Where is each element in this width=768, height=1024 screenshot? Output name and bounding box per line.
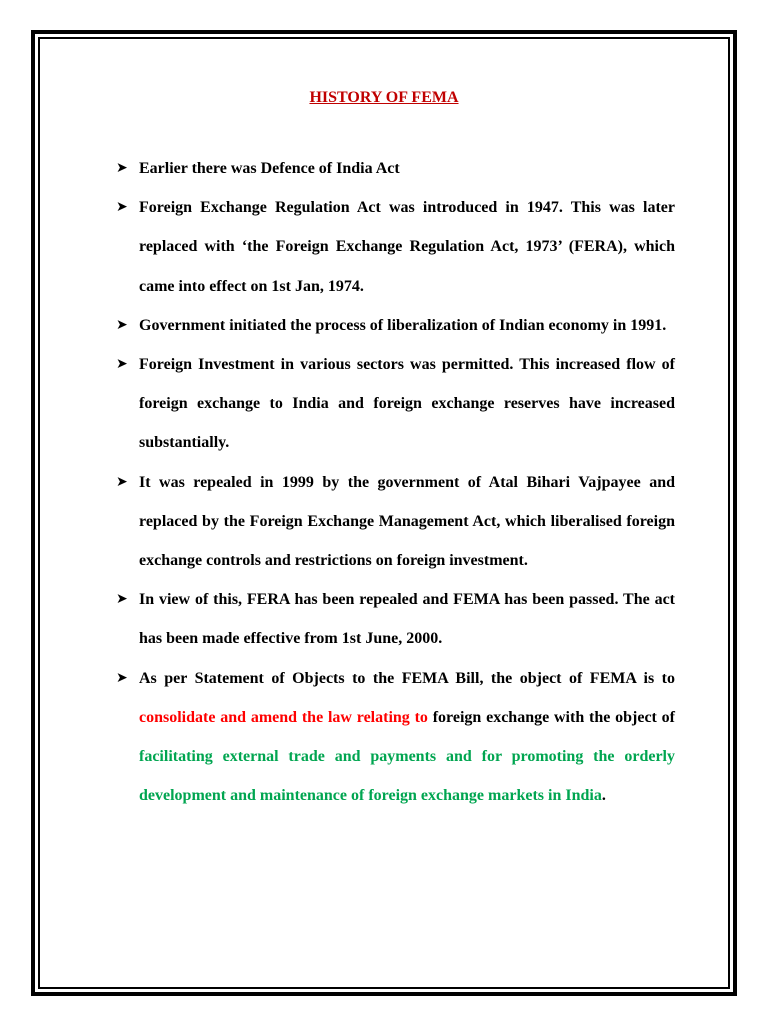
arrowhead-bullet-icon: ➤ [116, 356, 128, 373]
item-text-part1: As per Statement of Objects to the FEMA Bill, the object of FEMA is to [139, 669, 675, 687]
list-item [116, 306, 675, 345]
arrowhead-bullet-icon: ➤ [116, 591, 128, 608]
list-item [116, 188, 675, 306]
item-text: Earlier there was Defence of India Act [139, 160, 400, 177]
item-text: It was repealed in 1999 by the government of Atal Bihari Vajpayee and replaced by the Foreign Exchange Management Act, which liberalised foreign exchange controls and restrictions on foreign investment. [139, 473, 675, 570]
highlight-green-text: facilitating external trade and payments and for promoting the orderly development and maintenance of foreign exchange markets in India [139, 748, 675, 805]
arrowhead-bullet-icon: ➤ [116, 669, 128, 686]
list-item [116, 580, 675, 658]
arrowhead-bullet-icon: ➤ [116, 473, 128, 490]
arrowhead-bullet-icon: ➤ [116, 316, 128, 333]
item-text-part3: . [601, 787, 606, 805]
item-text: In view of this, FERA has been repealed and FEMA has been passed. The act has been made effective from 1st June, 2000. [139, 591, 675, 648]
highlight-red-text: consolidate and amend the law relating to [139, 708, 428, 726]
item-text: Foreign Exchange Regulation Act was introduced in 1947. This was later replaced with ‘the Foreign Exchange Regulation Act, 1973’ (FERA), which came into effect on 1st Jan, 1974. [139, 199, 675, 295]
arrowhead-bullet-icon: ➤ [116, 199, 128, 216]
list-item [116, 345, 675, 463]
page-title: HISTORY OF FEMA [309, 89, 459, 106]
history-list [116, 149, 675, 815]
item-text: Government initiated the process of liberalization of Indian economy in 1991. [139, 316, 667, 334]
item-text: Foreign Investment in various sectors was permitted. This increased flow of foreign exchange to India and foreign exchange reserves have increased substantially. [139, 356, 675, 452]
list-item [116, 149, 675, 188]
list-item [116, 463, 675, 581]
item-text-part2: foreign exchange with the object of [427, 708, 676, 726]
arrowhead-bullet-icon: ➤ [116, 160, 128, 176]
list-item [116, 659, 675, 816]
